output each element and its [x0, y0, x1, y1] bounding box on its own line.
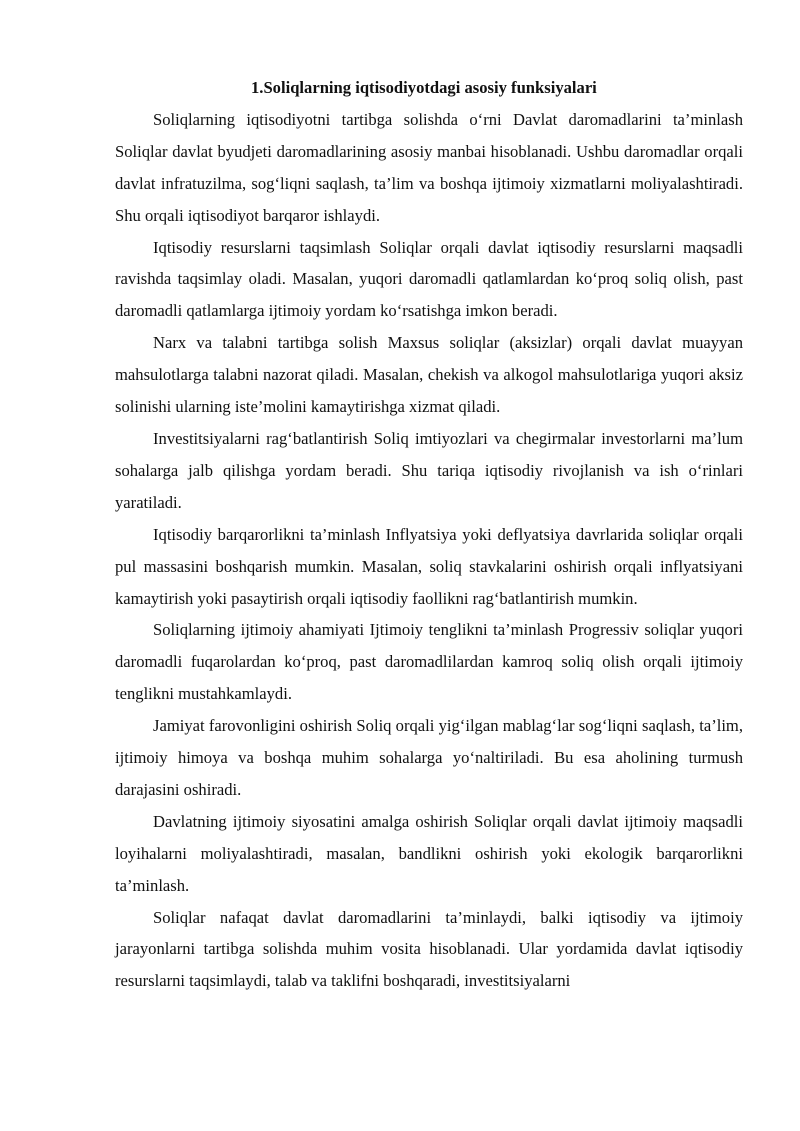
paragraph-7: Jamiyat farovonligini oshirish Soliq orqali yig‘ilgan mablag‘lar sog‘liqni saqlash, ta’lim, ijtimoiy himoya va boshqa muhim sohalarga yo‘naltiriladi. Bu esa aholining turmush darajasini oshiradi. — [115, 716, 743, 799]
paragraph-8: Davlatning ijtimoiy siyosatini amalga oshirish Soliqlar orqali davlat ijtimoiy maqsadli loyihalarni moliyalashtiradi, masalan, bandlikni oshirish yoki ekologik barqarorlikni ta’minlash. — [115, 811, 743, 895]
paragraph-5: Iqtisodiy barqarorlikni ta’minlash Inflyatsiya yoki deflyatsiya davrlarida soliqlar orqali pul massasini boshqarish mumkin. Masalan, soliq stavkalarini oshirish orqali inflyatsiyani kamaytirish yoki pasaytirish orqali iqtisodiy faollikni rag‘batlantirish mumkin. — [115, 524, 743, 608]
paragraph-4: Investitsiyalarni rag‘batlantirish Soliq imtiyozlari va chegirmalar investorlarni ma’lum sohalarga jalb qilishga yordam beradi. Shu tariqa iqtisodiy rivojlanish va ish o‘rinlari yaratiladi. — [115, 428, 743, 512]
paragraph-2: Iqtisodiy resurslarni taqsimlash Soliqlar orqali davlat iqtisodiy resurslarni maqsadli ravishda taqsimlay oladi. Masalan, yuqori daromadli qatlamlardan ko‘proq soliq olish, past daromadli qatlamlarga ijtimoiy yordam ko‘rsatishga imkon beradi. — [115, 237, 743, 321]
paragraph-1: Soliqlarning iqtisodiyotni tartibga solishda o‘rni Davlat daromadlarini ta’minlash Soliqlar davlat byudjeti daromadlarining asosiy manbai hisoblanadi. Ushbu daromadlar orqali davlat infratuzilma, sog‘liqni saqlash, ta’lim va boshqa ijtimoiy xizmatlarni moliyalashtiradi. Shu orqali iqtisodiyot barqaror ishlaydi. — [115, 109, 743, 225]
paragraph-3: Narx va talabni tartibga solish Maxsus soliqlar (aksizlar) orqali davlat muayyan mahsulotlarga talabni nazorat qiladi. Masalan, chekish va alkogol mahsulotlariga yuqori aksiz solinishi ularning iste’molini kamaytirishga xizmat qiladi. — [115, 333, 743, 417]
paragraph-9: Soliqlar nafaqat davlat daromadlarini ta’minlaydi, balki iqtisodiy va ijtimoiy jarayonlarni tartibga solishda muhim vosita hisoblanadi. Ular yordamida davlat iqtisodiy resurslarni taqsimlaydi, talab va taklifni boshqaradi, investitsiyalarni — [115, 907, 743, 991]
page-title: 1.Soliqlarning iqtisodiyotdagi asosiy funksiyalari — [251, 78, 597, 97]
paragraph-6: Soliqlarning ijtimoiy ahamiyati Ijtimoiy tenglikni ta’minlash Progressiv soliqlar yuqori daromadli fuqarolardan ko‘proq, past daromadlilardan kamroq soliq olish orqali ijtimoiy tenglikni mustahkamlaydi. — [115, 620, 743, 704]
